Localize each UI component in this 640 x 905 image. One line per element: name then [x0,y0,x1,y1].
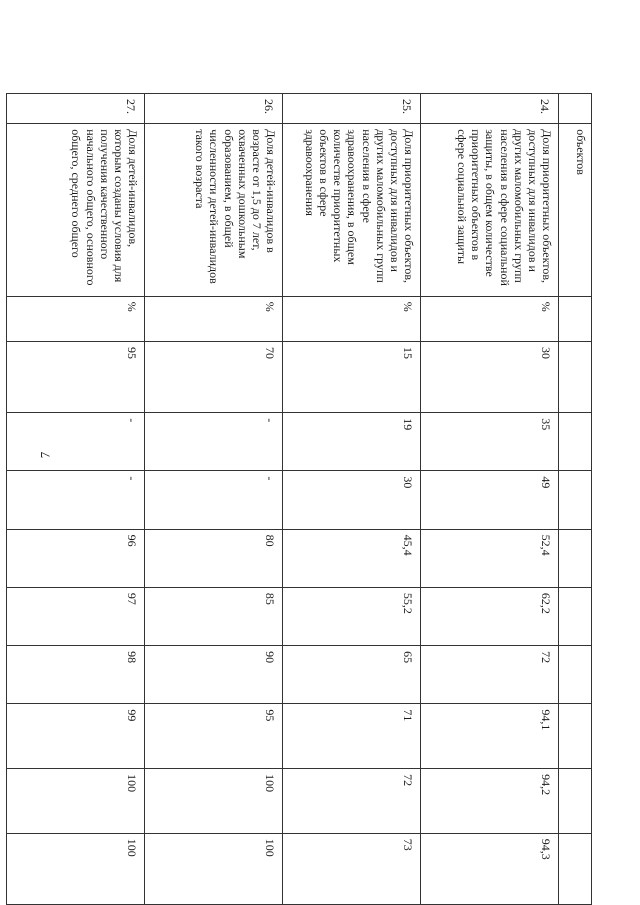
value-cell: 30 [283,471,421,529]
value-cell: 100 [7,833,145,904]
header-cell [559,769,592,834]
value-cell: - [7,471,145,529]
row-number: 24. [421,94,559,124]
value-cell: 80 [145,529,283,587]
value-cell: 19 [283,413,421,471]
value-cell: 100 [145,833,283,904]
value-cell: 97 [7,587,145,645]
unit-cell: % [421,296,559,341]
header-cell [559,413,592,471]
value-cell: 85 [145,587,283,645]
value-cell: - [7,413,145,471]
value-cell: 90 [145,646,283,704]
value-cell: 71 [283,704,421,769]
header-cell [559,529,592,587]
value-cell: 100 [145,769,283,834]
table-row [283,94,421,905]
value-cell: 45,4 [283,529,421,587]
row-number: 27. [7,94,145,124]
value-cell: 96 [7,529,145,587]
value-cell: 98 [7,646,145,704]
value-cell: - [145,471,283,529]
indicators-table [6,93,592,905]
value-cell: 99 [7,704,145,769]
page-number: 7 [37,451,53,459]
value-cell: 62,2 [421,587,559,645]
table-row [421,94,559,905]
value-cell: 52,4 [421,529,559,587]
value-cell: 95 [145,704,283,769]
value-cell: 100 [7,769,145,834]
header-cell [559,342,592,413]
value-cell: 30 [421,342,559,413]
value-cell: - [145,413,283,471]
value-cell: 49 [421,471,559,529]
table-row [145,94,283,905]
indicator-description: Доля детей-инвалидов, которым созданы условия для получения качественного начального общего, основного общего, среднего общего [7,124,145,297]
value-cell: 55,2 [283,587,421,645]
value-cell: 94,3 [421,833,559,904]
row-number: 26. [145,94,283,124]
value-cell: 73 [283,833,421,904]
header-cell [559,704,592,769]
indicator-description: Доля детей-инвалидов в возрасте от 1,5 до 7 лет, охваченных дошкольным образованием, в общей численности детей-инвалидов такого возраста [145,124,283,297]
unit-cell: % [145,296,283,341]
table-row [7,94,145,905]
value-cell: 94,2 [421,769,559,834]
unit-cell: % [283,296,421,341]
value-cell: 35 [421,413,559,471]
value-cell: 94,1 [421,704,559,769]
header-cell: объектов [559,124,592,297]
header-cell [559,833,592,904]
header-cell [559,94,592,124]
table-header-row [559,94,592,905]
value-cell: 72 [283,769,421,834]
value-cell: 95 [7,342,145,413]
value-cell: 15 [283,342,421,413]
unit-cell: % [7,296,145,341]
header-cell [559,646,592,704]
header-cell [559,471,592,529]
table-container [6,93,592,905]
value-cell: 72 [421,646,559,704]
value-cell: 70 [145,342,283,413]
header-cell [559,296,592,341]
value-cell: 65 [283,646,421,704]
indicator-description: Доля приоритетных объектов, доступных для инвалидов и других маломобильных групп населения в сфере социальной защиты, в общем количестве приоритетных объектов в сфере социальной защиты [421,124,559,297]
indicator-description: Доля приоритетных объектов, доступных для инвалидов и других маломобильных групп населения в сфере здравоохранения, в общем количестве приоритетных объектов в сфере здравоохранения [283,124,421,297]
header-cell [559,587,592,645]
row-number: 25. [283,94,421,124]
